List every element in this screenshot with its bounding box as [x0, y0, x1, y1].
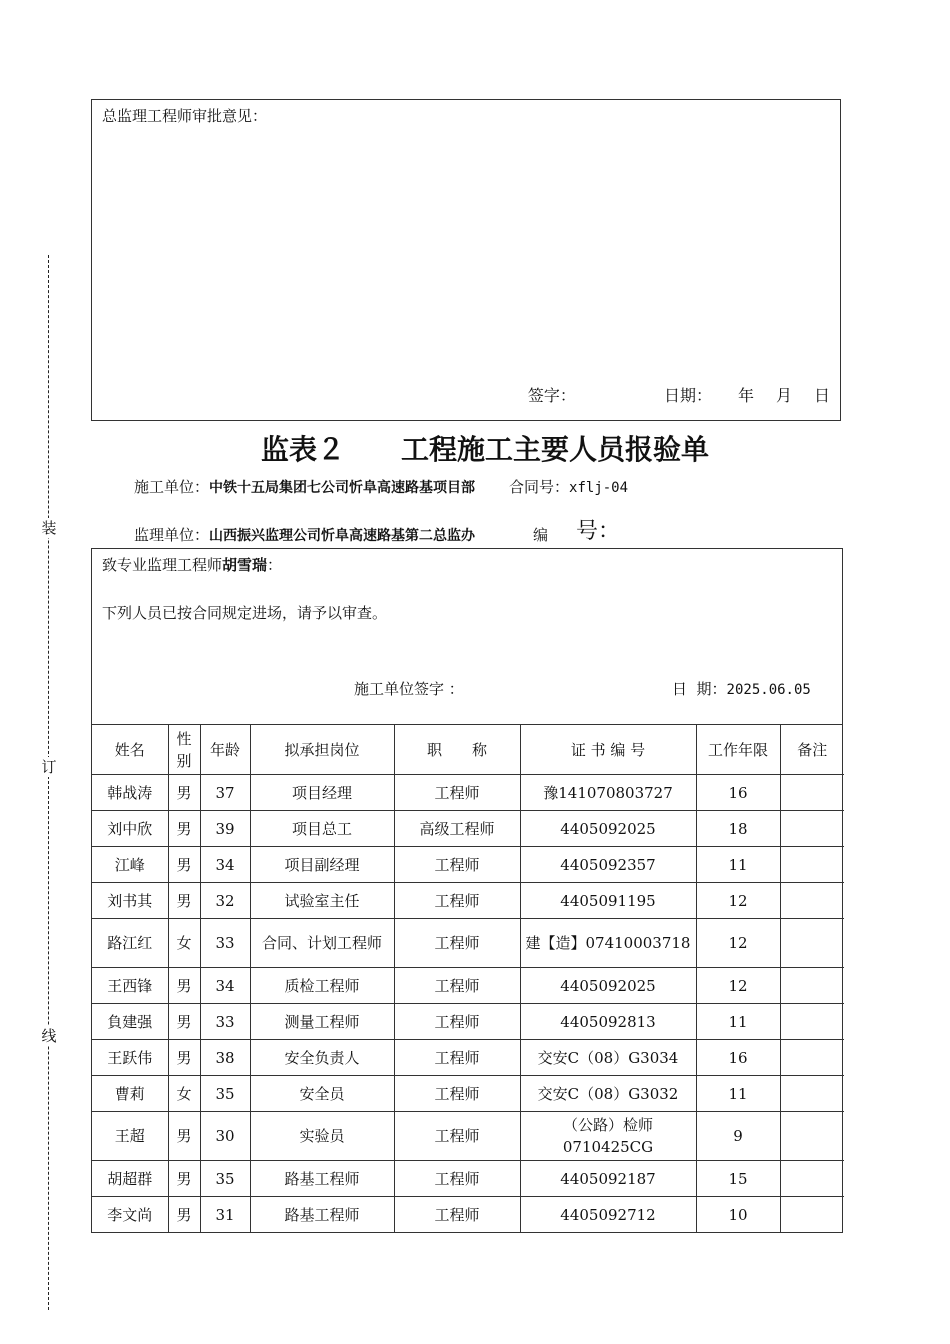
- table-header-row: [92, 725, 844, 775]
- table-row: [92, 811, 844, 847]
- cell-position: 项目总工: [250, 811, 394, 847]
- cell-name: 刘中欣: [92, 811, 168, 847]
- table-row: [92, 968, 844, 1004]
- cell-name: 韩战涛: [92, 775, 168, 811]
- cell-years: 18: [696, 811, 780, 847]
- cell-position: 项目经理: [250, 775, 394, 811]
- cell-years: 11: [696, 1076, 780, 1112]
- memo-date-value: 2025.06.05: [726, 682, 811, 698]
- cell-age: 38: [200, 1040, 250, 1076]
- cell-certificate: 4405092357: [520, 847, 696, 883]
- cell-certificate: 4405092813: [520, 1004, 696, 1040]
- cell-gender: 男: [168, 1112, 200, 1161]
- memo-recipient: [102, 554, 282, 575]
- approval-year: 年: [737, 386, 754, 405]
- cell-years: 15: [696, 1161, 780, 1197]
- cell-title: 工程师: [394, 1161, 520, 1197]
- cell-title: 工程师: [394, 1040, 520, 1076]
- approval-month: 月: [775, 386, 792, 405]
- col-header-remarks: 备注: [780, 725, 844, 775]
- cell-name: 路江红: [92, 919, 168, 968]
- cell-title: 工程师: [394, 775, 520, 811]
- cell-years: 11: [696, 1004, 780, 1040]
- cell-gender: 男: [168, 968, 200, 1004]
- table-row: [92, 1112, 844, 1161]
- approval-day: 日: [813, 386, 830, 405]
- cell-gender: 男: [168, 775, 200, 811]
- cell-age: 30: [200, 1112, 250, 1161]
- contract-value: xflj-04: [569, 480, 629, 496]
- cell-gender: 男: [168, 1004, 200, 1040]
- cell-years: 16: [696, 775, 780, 811]
- cell-years: 9: [696, 1112, 780, 1161]
- cell-position: 实验员: [250, 1112, 394, 1161]
- cell-name: 王超: [92, 1112, 168, 1161]
- contract-label: 合同号：: [509, 478, 570, 496]
- cell-name: 王西锋: [92, 968, 168, 1004]
- cell-years: 12: [696, 968, 780, 1004]
- binding-char-zhuang: 装: [41, 519, 57, 537]
- cell-remarks: [780, 1004, 844, 1040]
- cell-certificate: 建【造】07410003718: [520, 919, 696, 968]
- table-row: [92, 1004, 844, 1040]
- cell-name: 王跃伟: [92, 1040, 168, 1076]
- table-row: [92, 1197, 844, 1233]
- cell-title: 工程师: [394, 883, 520, 919]
- binding-char-ding: 订: [41, 758, 57, 776]
- cell-position: 路基工程师: [250, 1161, 394, 1197]
- cell-gender: 男: [168, 1197, 200, 1233]
- cell-position: 测量工程师: [250, 1004, 394, 1040]
- cell-title: 工程师: [394, 847, 520, 883]
- col-header-years: 工作年限: [696, 725, 780, 775]
- cell-title: 工程师: [394, 968, 520, 1004]
- table-row: [92, 919, 844, 968]
- col-header-title: 职 称: [394, 725, 520, 775]
- cell-gender: 女: [168, 919, 200, 968]
- cell-remarks: [780, 811, 844, 847]
- binding-dashed-line: [48, 255, 49, 1310]
- cell-age: 34: [200, 847, 250, 883]
- cell-years: 16: [696, 1040, 780, 1076]
- col-header-certificate: 证 书 编 号: [520, 725, 696, 775]
- cell-years: 11: [696, 847, 780, 883]
- cell-years: 12: [696, 883, 780, 919]
- cell-years: 12: [696, 919, 780, 968]
- cell-name: 刘书其: [92, 883, 168, 919]
- cell-title: 工程师: [394, 919, 520, 968]
- cell-age: 35: [200, 1161, 250, 1197]
- cell-gender: 男: [168, 1161, 200, 1197]
- cell-title: 工程师: [394, 1197, 520, 1233]
- cell-gender: 男: [168, 847, 200, 883]
- cell-age: 33: [200, 919, 250, 968]
- cell-certificate: 4405092187: [520, 1161, 696, 1197]
- supervisor-line: [134, 516, 620, 547]
- table-row: [92, 775, 844, 811]
- cell-name: 曹莉: [92, 1076, 168, 1112]
- cell-age: 31: [200, 1197, 250, 1233]
- memo-body: 下列人员已按合同规定进场，请予以审查。: [102, 604, 388, 622]
- personnel-report-form: [91, 548, 843, 1233]
- table-row: [92, 1161, 844, 1197]
- recipient-prefix: 致专业监理工程师: [102, 556, 223, 574]
- cell-age: 39: [200, 811, 250, 847]
- cell-age: 33: [200, 1004, 250, 1040]
- table-body: [92, 775, 844, 1233]
- cell-gender: 男: [168, 883, 200, 919]
- cell-remarks: [780, 1112, 844, 1161]
- memo-section: [92, 549, 842, 725]
- cell-remarks: [780, 1197, 844, 1233]
- number-label-first: 编: [533, 526, 549, 544]
- contractor-label: 施工单位：: [134, 478, 210, 496]
- col-header-position: 拟承担岗位: [250, 725, 394, 775]
- cell-age: 35: [200, 1076, 250, 1112]
- cell-remarks: [780, 1040, 844, 1076]
- cell-name: 負建强: [92, 1004, 168, 1040]
- cell-title: 工程师: [394, 1076, 520, 1112]
- supervisor-value: 山西振兴监理公司忻阜高速路基第二总监办: [209, 528, 476, 544]
- cell-name: 江峰: [92, 847, 168, 883]
- cell-age: 34: [200, 968, 250, 1004]
- cell-position: 试验室主任: [250, 883, 394, 919]
- cell-gender: 男: [168, 811, 200, 847]
- cell-certificate: 4405091195: [520, 883, 696, 919]
- approval-signature-line: [528, 383, 830, 406]
- recipient-name: 胡雪瑞: [222, 556, 268, 574]
- contractor-signature-label: 施工单位签字 ：: [354, 680, 464, 698]
- approval-date-label: 日期：: [663, 386, 712, 405]
- cell-certificate: 交安C（08）G3034: [520, 1040, 696, 1076]
- approval-label: 总监理工程师审批意见：: [102, 107, 268, 125]
- cell-remarks: [780, 1076, 844, 1112]
- form-title: 监表２ 工程施工主要人员报验单: [260, 433, 709, 466]
- cell-remarks: [780, 883, 844, 919]
- cell-position: 安全员: [250, 1076, 394, 1112]
- cell-certificate: （公路）检师0710425CG: [520, 1112, 696, 1161]
- cell-certificate: 豫141070803727: [520, 775, 696, 811]
- contractor-value: 中铁十五局集团七公司忻阜高速路基项目部: [209, 480, 476, 496]
- cell-gender: 男: [168, 1040, 200, 1076]
- cell-position: 合同、计划工程师: [250, 919, 394, 968]
- table-row: [92, 847, 844, 883]
- binding-char-xian: 线: [41, 1027, 57, 1045]
- cell-gender: 女: [168, 1076, 200, 1112]
- cell-remarks: [780, 1161, 844, 1197]
- cell-years: 10: [696, 1197, 780, 1233]
- personnel-table: [92, 725, 844, 1232]
- cell-certificate: 4405092025: [520, 968, 696, 1004]
- cell-certificate: 4405092025: [520, 811, 696, 847]
- cell-position: 项目副经理: [250, 847, 394, 883]
- recipient-suffix: ：: [267, 556, 283, 574]
- cell-name: 李文尚: [92, 1197, 168, 1233]
- memo-date: [672, 678, 811, 699]
- table-row: [92, 1040, 844, 1076]
- cell-title: 工程师: [394, 1112, 520, 1161]
- contractor-line: [134, 476, 628, 497]
- cell-certificate: 4405092712: [520, 1197, 696, 1233]
- table-row: [92, 883, 844, 919]
- cell-position: 安全负责人: [250, 1040, 394, 1076]
- approval-sign-label: 签字：: [527, 386, 576, 405]
- supervisor-label: 监理单位：: [134, 526, 210, 544]
- number-label-second: 号：: [576, 519, 621, 544]
- cell-remarks: [780, 775, 844, 811]
- cell-age: 37: [200, 775, 250, 811]
- cell-title: 工程师: [394, 1004, 520, 1040]
- cell-age: 32: [200, 883, 250, 919]
- cell-position: 质检工程师: [250, 968, 394, 1004]
- table-row: [92, 1076, 844, 1112]
- cell-remarks: [780, 919, 844, 968]
- memo-date-label: 日 期：: [672, 680, 727, 698]
- cell-certificate: 交安C（08）G3032: [520, 1076, 696, 1112]
- col-header-name: 姓名: [92, 725, 168, 775]
- col-header-gender: 性别: [168, 725, 200, 775]
- col-header-age: 年龄: [200, 725, 250, 775]
- cell-remarks: [780, 968, 844, 1004]
- chief-supervisor-approval-box: [91, 99, 841, 421]
- cell-position: 路基工程师: [250, 1197, 394, 1233]
- cell-title: 高级工程师: [394, 811, 520, 847]
- cell-name: 胡超群: [92, 1161, 168, 1197]
- cell-remarks: [780, 847, 844, 883]
